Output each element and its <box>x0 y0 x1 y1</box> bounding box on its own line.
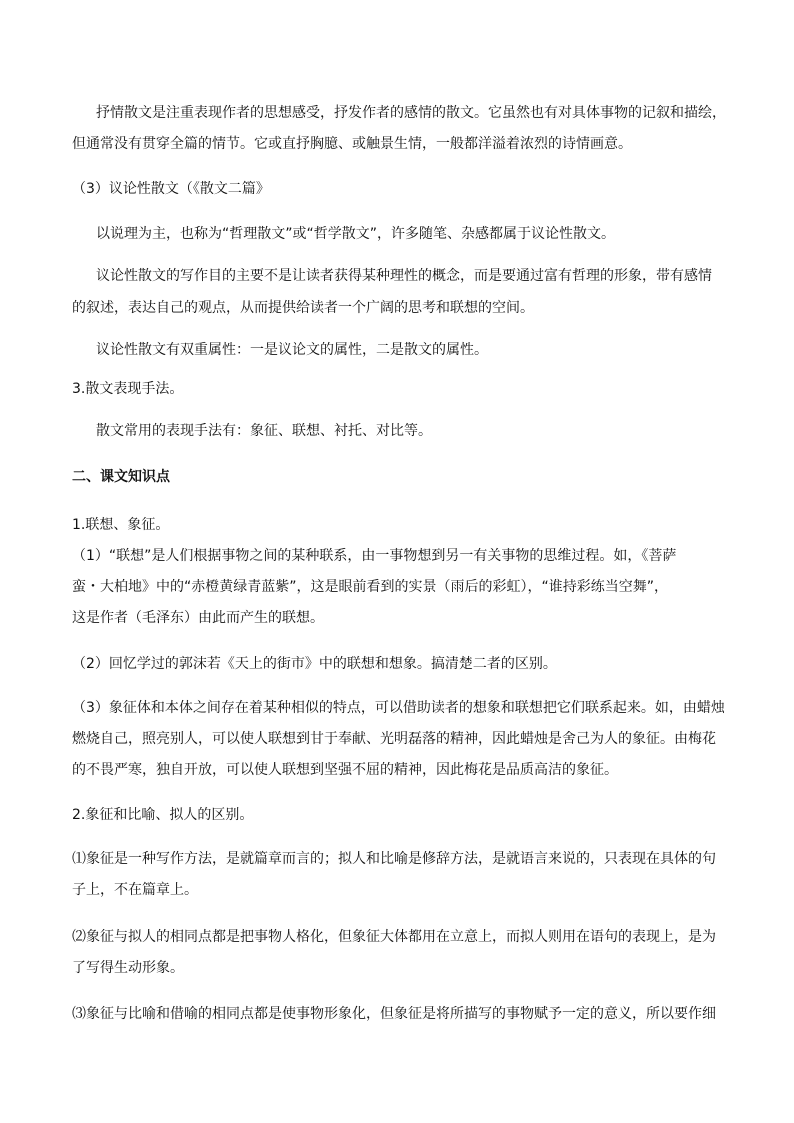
point-2-line-2: 了写得生动形象。 <box>72 960 184 976</box>
paragraph-argumentative-purpose-line-2: 的叙述，表达自己的观点，从而提供给读者一个广阔的思考和联想的空间。 <box>72 300 534 316</box>
heading-association-symbolism: 1.联想、象征。 <box>72 517 170 533</box>
subheading-argumentative-essay: （3）议论性散文（《散文二篇》 <box>72 181 270 197</box>
paragraph-common-techniques: 散文常用的表现手法有：象征、联想、衬托、对比等。 <box>96 423 432 439</box>
heading-expression-techniques: 3.散文表现手法。 <box>72 381 184 397</box>
item-symbolism-line-1: （3）象征体和本体之间存在着某种相似的特点，可以借助读者的想象和联想把它们联系起来。如，由蜡烛 <box>72 700 725 716</box>
point-1-line-1: ⑴象征是一种写作方法，是就篇章而言的；拟人和比喻是修辞方法，是就语言来说的，只表现在具体的句 <box>72 851 716 867</box>
point-3-line-1: ⑶象征与比喻和借喻的相同点都是使事物形象化，但象征是将所描写的事物赋予一定的意义，所以要作细 <box>72 1006 716 1022</box>
item-association-line-3: 这是作者（毛泽东）由此而产生的联想。 <box>72 610 324 626</box>
item-symbolism-line-2: 燃烧自己，照亮别人，可以使人联想到甘于奉献、光明磊落的精神，因此蜡烛是舍己为人的象征。由梅花 <box>72 731 716 747</box>
heading-symbolism-vs-metaphor: 2.象征和比喻、拟人的区别。 <box>72 807 254 823</box>
paragraph-dual-attributes: 议论性散文有双重属性：一是议论文的属性，二是散文的属性。 <box>96 342 488 358</box>
point-1-line-2: 子上，不在篇章上。 <box>72 882 198 898</box>
paragraph-lyric-essay-line-1: 抒情散文是注重表现作者的思想感受，抒发作者的感情的散文。它虽然也有对具体事物的记叙和描绘， <box>96 105 726 121</box>
paragraph-argumentative-definition: 以说理为主，也称为“哲理散文”或“哲学散文”，许多随笔、杂感都属于议论性散文。 <box>96 226 616 242</box>
point-2-line-1: ⑵象征与拟人的相同点都是把事物人格化，但象征大体都用在立意上，而拟人则用在语句的表现上，是为 <box>72 929 716 945</box>
item-association-line-2: 蛮・大柏地》中的“赤橙黄绿青蓝紫”，这是眼前看到的实景（雨后的彩虹），“谁持彩练当空舞”， <box>72 579 669 595</box>
section-heading-text-knowledge: 二、课文知识点 <box>72 469 170 485</box>
paragraph-lyric-essay-line-2: 但通常没有贯穿全篇的情节。它或直抒胸臆、或触景生情，一般都洋溢着浓烈的诗情画意。 <box>72 136 632 152</box>
paragraph-argumentative-purpose-line-1: 议论性散文的写作目的主要不是让读者获得某种理性的概念，而是要通过富有哲理的形象，带有感情 <box>96 268 712 284</box>
item-symbolism-line-3: 的不畏严寒，独自开放，可以使人联想到坚强不屈的精神，因此梅花是品质高洁的象征。 <box>72 762 618 778</box>
item-association-line-1: （1）“联想”是人们根据事物之间的某种联系，由一事物想到另一有关事物的思维过程。如，《菩萨 <box>72 548 677 564</box>
item-recall-guo-moruo: （2）回忆学过的郭沫若《天上的街市》中的联想和想象。搞清楚二者的区别。 <box>72 656 557 672</box>
